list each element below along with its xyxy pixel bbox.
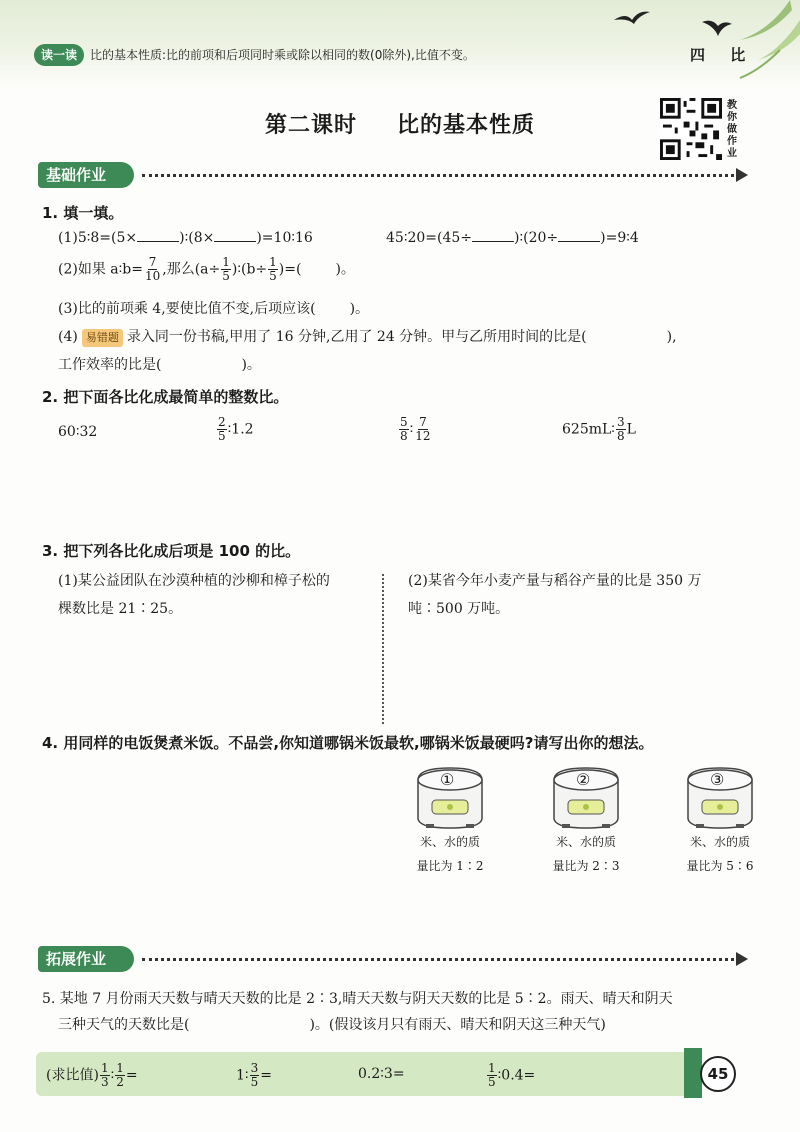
section-extended-tag: 拓展作业 bbox=[38, 946, 134, 972]
q1-text: 录入同一份书稿,甲用了 16 分钟,乙用了 24 分钟。甲与乙所用时间的比是( bbox=[126, 329, 587, 345]
fraction bbox=[414, 416, 431, 443]
reading-text: 比的基本性质:比的前项和后项同时乘或除以相同的数(0除外),比值不变。 bbox=[90, 48, 475, 62]
frac-den: 8 bbox=[400, 429, 408, 443]
frac-num: 1 bbox=[116, 1061, 124, 1075]
caption-line: 米、水的质 bbox=[419, 835, 480, 849]
q1-text: )=( bbox=[278, 261, 302, 278]
bottom-expr-1 bbox=[46, 1062, 138, 1089]
fraction bbox=[616, 416, 626, 443]
caption-line: 米、水的质 bbox=[555, 835, 616, 849]
q1-part1a bbox=[58, 228, 313, 246]
fraction bbox=[250, 1062, 260, 1089]
frac-num: 7 bbox=[419, 415, 427, 429]
arrow-right-icon bbox=[736, 168, 748, 182]
strip-text: ∶ bbox=[110, 1067, 115, 1084]
q2-text: L bbox=[626, 421, 636, 438]
frac-num: 3 bbox=[616, 415, 625, 429]
frac-num: 3 bbox=[250, 1061, 259, 1075]
q1-text: (1)5∶8=(5× bbox=[58, 230, 138, 246]
cooker-2-caption bbox=[536, 830, 636, 878]
frac-num: 1 bbox=[269, 255, 277, 269]
section-divider bbox=[142, 958, 734, 961]
section-basic-header bbox=[38, 162, 748, 190]
fraction bbox=[399, 416, 409, 443]
q5-text: 三种天气的天数比是( bbox=[58, 1017, 190, 1033]
q1-text: )。 bbox=[241, 357, 261, 373]
q2-text: ∶1.2 bbox=[227, 421, 254, 438]
error-prone-tag: 易错题 bbox=[82, 329, 123, 347]
fraction bbox=[115, 1062, 125, 1089]
frac-den: 5 bbox=[269, 269, 277, 283]
strip-text: = bbox=[125, 1067, 138, 1084]
q5-text: 5. 某地 7 月份雨天天数与晴天天数的比是 2∶3,晴天天数与阴天天数的比是 5∶2。雨天、晴天和阴天 bbox=[42, 991, 673, 1007]
frac-den: 5 bbox=[218, 429, 226, 443]
cooker-1-label: ① bbox=[440, 770, 455, 789]
frac-den: 3 bbox=[100, 1075, 109, 1089]
qr-caption: 教你做作业 bbox=[727, 100, 737, 159]
q2-item1: 60∶32 bbox=[58, 424, 98, 440]
caption-line: 量比为 5∶6 bbox=[686, 859, 754, 873]
q1-part3 bbox=[58, 298, 369, 318]
section-divider bbox=[142, 174, 734, 177]
q1-text: )=10∶16 bbox=[256, 230, 313, 246]
answer-blank[interactable] bbox=[214, 228, 256, 242]
answer-blank[interactable] bbox=[558, 228, 600, 242]
q1-part2 bbox=[58, 256, 355, 283]
frac-den: 8 bbox=[616, 429, 625, 443]
frac-num: 1 bbox=[100, 1061, 109, 1075]
strip-text: ∶0.4= bbox=[497, 1067, 536, 1084]
q3-left-line1: (1)某公益团队在沙漠种植的沙柳和樟子松的 bbox=[58, 573, 330, 589]
q1-part4 bbox=[58, 326, 677, 347]
section-extended-header bbox=[38, 946, 748, 974]
lesson-number: 第二课时 bbox=[264, 113, 357, 138]
frac-num: 1 bbox=[222, 255, 230, 269]
q5-line1 bbox=[42, 988, 673, 1008]
q1-text: 45∶20=(45÷ bbox=[386, 230, 473, 246]
reading-badge: 读一读 bbox=[34, 44, 84, 66]
bottom-expr-2 bbox=[236, 1062, 272, 1089]
cooker-3-label: ③ bbox=[710, 770, 725, 789]
q1-text: (4) bbox=[58, 329, 78, 345]
q1-text: ,那么(a÷ bbox=[162, 261, 221, 278]
q3-divider bbox=[382, 574, 384, 724]
strip-text: = bbox=[260, 1067, 272, 1084]
fraction bbox=[100, 1062, 110, 1089]
fraction bbox=[217, 416, 227, 443]
q1-text: )∶(8× bbox=[179, 230, 215, 246]
q1-text: )∶(20÷ bbox=[514, 230, 559, 246]
frac-den: 10 bbox=[144, 269, 161, 283]
q1-text: )。 bbox=[349, 301, 370, 317]
frac-num: 7 bbox=[148, 255, 157, 269]
answer-blank[interactable] bbox=[472, 228, 514, 242]
q1-text: (2)如果 a∶b= bbox=[58, 261, 143, 278]
swallow-icon bbox=[612, 8, 652, 30]
q1-text: ), bbox=[666, 329, 677, 345]
strip-text: 1∶ bbox=[236, 1067, 249, 1084]
q2-item3 bbox=[398, 416, 433, 443]
q1-text: )=9∶4 bbox=[600, 230, 639, 246]
q1-text: 工作效率的比是( bbox=[58, 357, 162, 373]
fraction bbox=[268, 256, 278, 283]
cooker-1-caption bbox=[400, 830, 500, 878]
section-basic-tag: 基础作业 bbox=[38, 162, 134, 188]
answer-blank[interactable] bbox=[137, 228, 179, 242]
lesson-topic: 比的基本性质 bbox=[397, 113, 536, 138]
strip-label: (求比值) bbox=[46, 1067, 99, 1084]
qr-code-icon[interactable] bbox=[660, 98, 722, 160]
q2-item4 bbox=[562, 416, 636, 443]
q3-right-line1: (2)某省今年小麦产量与稻谷产量的比是 350 万 bbox=[408, 573, 702, 589]
frac-den: 5 bbox=[222, 269, 230, 283]
page-number: 45 bbox=[700, 1056, 736, 1092]
frac-den: 5 bbox=[250, 1075, 259, 1089]
q1-text: (3)比的前项乘 4,要使比值不变,后项应该( bbox=[58, 301, 316, 317]
frac-den: 12 bbox=[415, 429, 431, 443]
fraction bbox=[221, 256, 231, 283]
frac-num: 1 bbox=[488, 1061, 496, 1075]
frac-num: 5 bbox=[400, 415, 408, 429]
cooker-3-caption bbox=[670, 830, 770, 878]
q1-text: )。 bbox=[335, 261, 355, 278]
fraction bbox=[144, 256, 161, 283]
q1-part4-line2 bbox=[58, 354, 261, 374]
frac-den: 2 bbox=[116, 1075, 124, 1089]
frac-num: 2 bbox=[218, 415, 226, 429]
q1-text: )∶(b÷ bbox=[231, 261, 268, 278]
caption-line: 量比为 2∶3 bbox=[552, 859, 620, 873]
cooker-2-label: ② bbox=[576, 770, 591, 789]
arrow-right-icon bbox=[736, 952, 748, 966]
bottom-expr-3: 0.2∶3= bbox=[358, 1066, 405, 1082]
q2-item2 bbox=[216, 416, 254, 443]
q3-title: 3. 把下列各比化成后项是 100 的比。 bbox=[42, 542, 301, 560]
q4-title: 4. 用同样的电饭煲煮米饭。不品尝,你知道哪锅米饭最软,哪锅米饭最硬吗?请写出你的想法。 bbox=[42, 734, 654, 752]
q2-text: 625mL∶ bbox=[562, 421, 615, 438]
swallow-icon-2 bbox=[700, 16, 734, 38]
q1-title: 1. 填一填。 bbox=[42, 204, 124, 222]
unit-label: 四 比 bbox=[690, 46, 756, 64]
q5-line2 bbox=[58, 1014, 606, 1034]
q2-title: 2. 把下面各比化成最简单的整数比。 bbox=[42, 388, 289, 406]
q2-text: ∶ bbox=[409, 421, 414, 438]
caption-line: 米、水的质 bbox=[689, 835, 750, 849]
fraction bbox=[487, 1062, 497, 1089]
q1-part1b bbox=[386, 228, 639, 246]
q3-left-line2: 棵数比是 21∶25。 bbox=[58, 601, 183, 617]
q3-right-line2: 吨∶500 万吨。 bbox=[408, 601, 510, 617]
bottom-expr-4 bbox=[486, 1062, 535, 1089]
frac-den: 5 bbox=[488, 1075, 496, 1089]
q5-text: )。(假设该月只有雨天、晴天和阴天这三种天气) bbox=[309, 1017, 606, 1033]
caption-line: 量比为 1∶2 bbox=[416, 859, 484, 873]
